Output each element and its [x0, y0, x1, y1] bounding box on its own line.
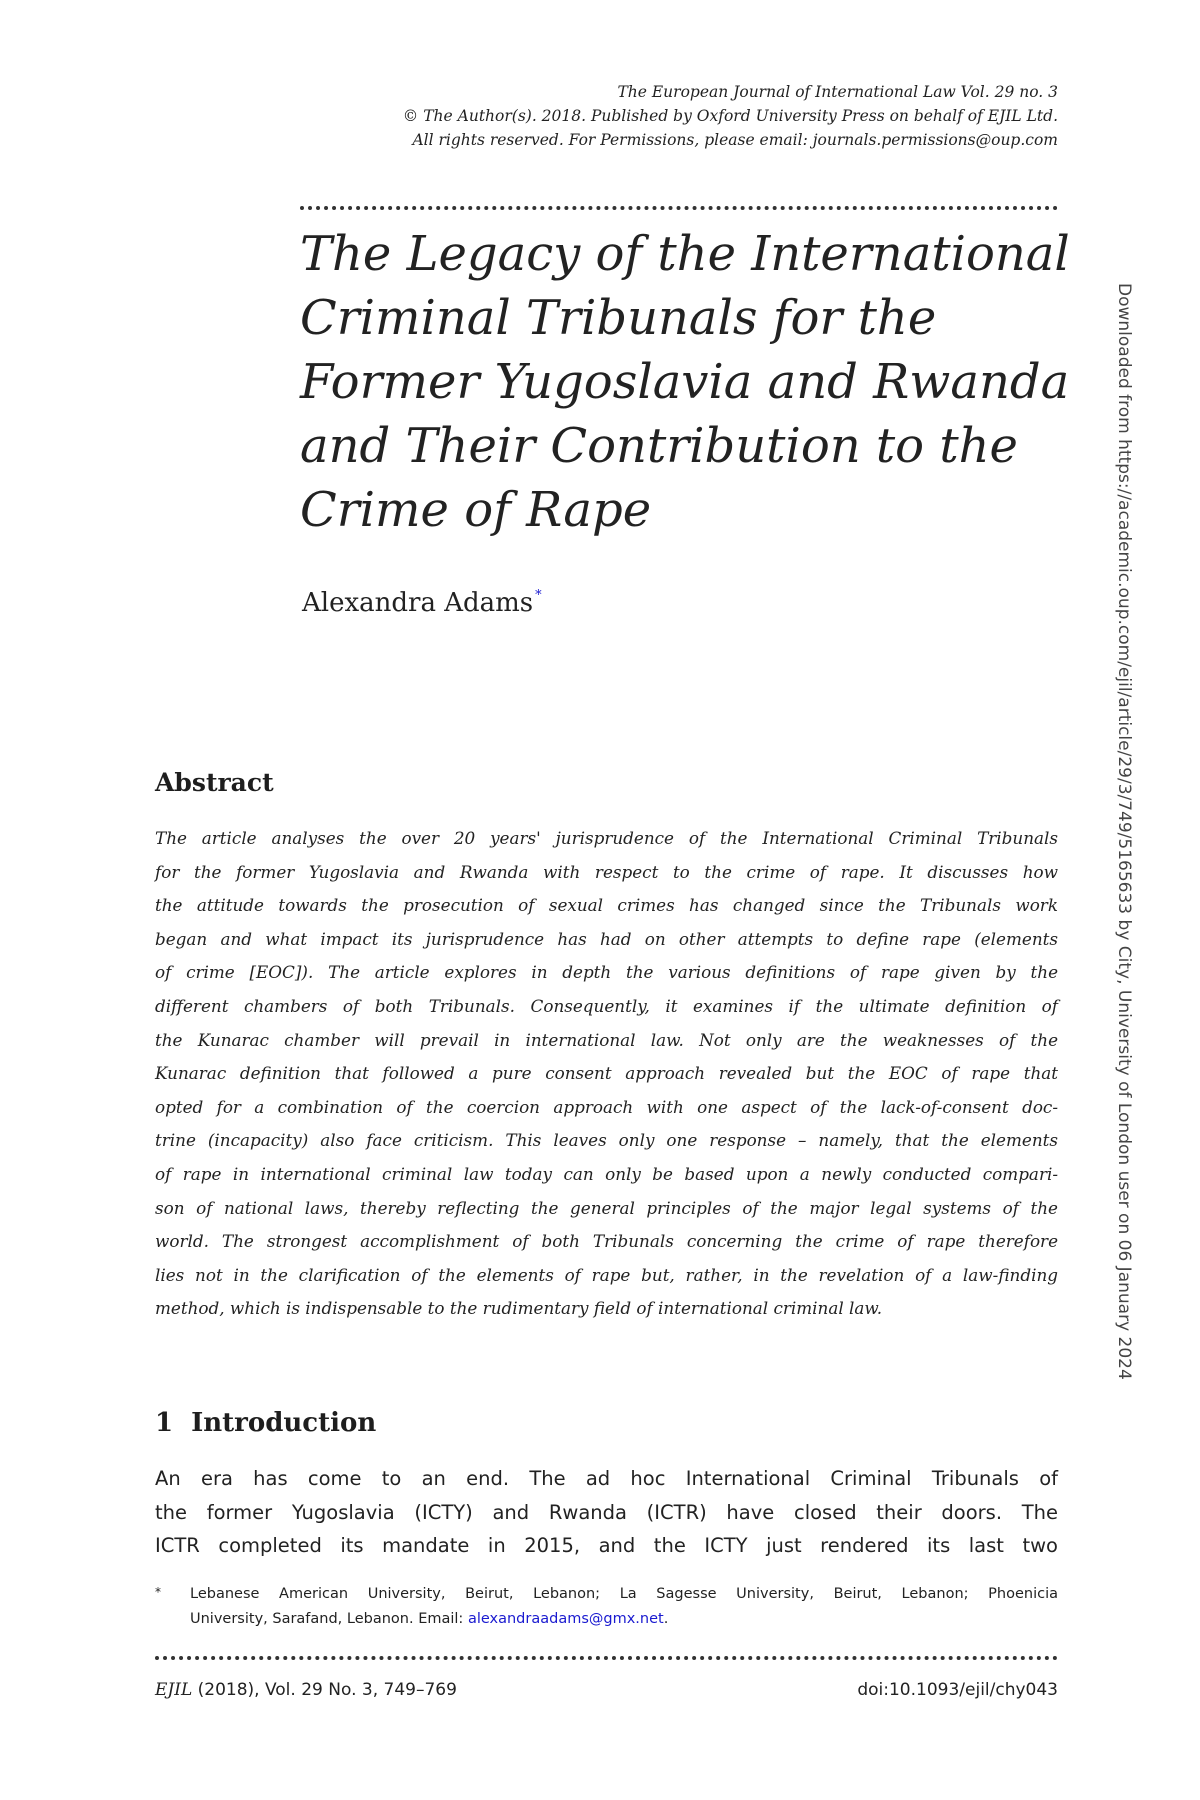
citation-details: (2018), Vol. 29 No. 3, 749–769: [192, 1680, 457, 1700]
body-line: ICTR completed its mandate in 2015, and the ICTY just rendered its last two: [155, 1534, 1058, 1558]
abstract-line: of rape in international criminal law today can only be based upon a newly conducted compari-: [155, 1163, 1058, 1184]
title-line: The Legacy of the International: [300, 226, 1070, 282]
article-title: [300, 222, 1070, 542]
journal-header: [258, 80, 1058, 152]
footnote-mark: *: [155, 1585, 161, 1599]
author-footnote: [155, 1582, 1058, 1632]
section-title: Introduction: [191, 1408, 377, 1438]
abstract-line: different chambers of both Tribunals. Consequently, it examines if the ultimate definition of: [155, 995, 1058, 1016]
abstract-line: method, which is indispensable to the rudimentary field of international criminal law.: [155, 1298, 883, 1319]
author-name-text: Alexandra Adams: [302, 588, 534, 618]
abstract-line: the Kunarac chamber will prevail in international law. Not only are the weaknesses of the: [155, 1029, 1058, 1050]
abstract-line: The article analyses the over 20 years' jurisprudence of the International Criminal Tribunals: [155, 828, 1058, 848]
title-line: Crime of Rape: [300, 482, 652, 538]
copyright-line: © The Author(s). 2018. Published by Oxford University Press on behalf of EJIL Ltd.: [402, 107, 1058, 125]
abstract-line: began and what impact its jurisprudence has had on other attempts to define rape (elements: [155, 928, 1058, 949]
section-heading-introduction: [155, 1408, 376, 1438]
abstract-line: Kunarac definition that followed a pure consent approach revealed but the EOC of rape that: [155, 1063, 1058, 1084]
abstract-line: opted for a combination of the coercion approach with one aspect of the lack-of-consent doc-: [155, 1096, 1058, 1117]
citation: [155, 1680, 457, 1700]
body-line: the former Yugoslavia (ICTY) and Rwanda (ICTR) have closed their doors. The: [155, 1500, 1058, 1524]
header-divider: [300, 206, 1058, 210]
author-email-link[interactable]: alexandraadams@gmx.net: [467, 1611, 664, 1627]
abstract-line: of crime [EOC]). The article explores in depth the various definitions of rape given by the: [155, 962, 1058, 983]
footnote-line: Lebanese American University, Beirut, Lebanon; La Sagesse University, Beirut, Lebanon; Phoenicia: [190, 1586, 1058, 1602]
abstract-line: trine (incapacity) also face criticism. This leaves only one response – namely, that the elements: [155, 1130, 1058, 1151]
abstract-line: lies not in the clarification of the elements of rape but, rather, in the revelation of a law-finding: [155, 1264, 1058, 1285]
abstract-line: for the former Yugoslavia and Rwanda with respect to the crime of rape. It discusses how: [155, 861, 1058, 882]
permissions-line: All rights reserved. For Permissions, please email: journals.permissions@oup.com: [412, 131, 1058, 149]
title-line: Criminal Tribunals for the: [300, 290, 937, 346]
body-line: An era has come to an end. The ad hoc International Criminal Tribunals of: [155, 1467, 1058, 1490]
abstract-heading: Abstract: [155, 768, 274, 797]
title-line: Former Yugoslavia and Rwanda: [300, 354, 1070, 410]
footnote-line: [190, 1607, 1058, 1632]
footnote-affiliation: University, Sarafand, Lebanon. Email:: [190, 1611, 468, 1627]
doi: doi:10.1093/ejil/chy043: [857, 1680, 1058, 1700]
journal-abbreviation: EJIL: [155, 1680, 193, 1700]
section-number: 1: [155, 1408, 174, 1438]
footnote-period: .: [663, 1611, 669, 1627]
abstract-line: the attitude towards the prosecution of sexual crimes has changed since the Tribunals work: [155, 895, 1058, 916]
download-watermark: Downloaded from https://academic.oup.com/ejil/article/29/3/749/5165633 by City, University of London user on 06 January 2024: [1114, 283, 1134, 1380]
title-line: and Their Contribution to the: [300, 418, 1018, 474]
introduction-body: [155, 1462, 1058, 1563]
author-footnote-link[interactable]: *: [535, 588, 542, 603]
author-name: [302, 588, 542, 618]
abstract-body: [155, 822, 1058, 1326]
footnote-text: [190, 1582, 1058, 1632]
journal-volume-line: The European Journal of International Law Vol. 29 no. 3: [617, 83, 1058, 101]
abstract-line: world. The strongest accomplishment of both Tribunals concerning the crime of rape therefore: [155, 1231, 1058, 1252]
abstract-line: son of national laws, thereby reflecting the general principles of the major legal systems of the: [155, 1197, 1058, 1218]
footer-divider: [155, 1656, 1058, 1660]
